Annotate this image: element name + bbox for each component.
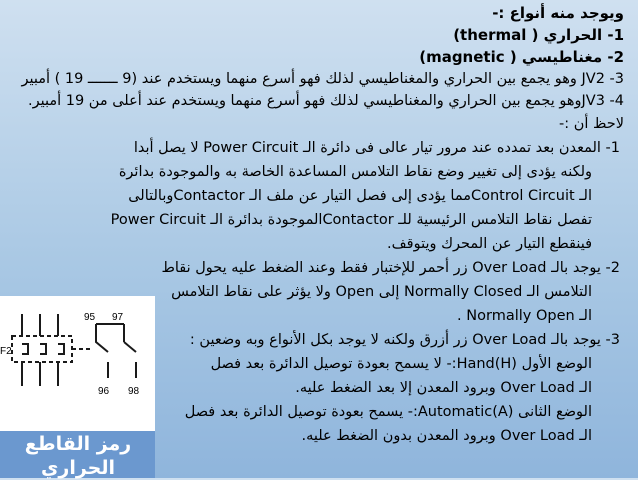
note-1-line-3: الـ Control Circuitمما يؤدى إلى فصل التيار عن ملف الـ Contactorوبالتالى xyxy=(128,188,592,204)
note-3-line-4: الوضع الثانى Automatic(A):- يسمح بعودة توصيل الدائرة بعد فصل xyxy=(184,404,592,420)
label-98: 98 xyxy=(128,386,140,397)
label-f2: F2 xyxy=(0,346,12,357)
note-2-line-1: 2- يوجد بالـ Over Load زر أحمر للإختبار فقط وعند الضغط عليه يحول نقاط xyxy=(161,260,620,276)
intro-heading: ويوجد منه أنواع :- xyxy=(492,4,624,22)
type-jv3: 4- JV3وهو يجمع بين الحراري والمغناطيسي لذلك فهو أسرع منهما ويستخدم عند أعلى من 19 أمبير. xyxy=(27,93,624,109)
note-1-line-5: فينقطع التيار عن المحرك ويتوقف. xyxy=(387,236,592,252)
note-1-line-2: ولكنه يؤدى إلى تغيير وضع نقاط التلامس المساعدة الخاصة به والموجودة بدائرة xyxy=(118,164,592,180)
figure-title: رمز القاطع الحراري xyxy=(24,433,132,479)
label-97: 97 xyxy=(112,312,124,323)
note-2-line-2: التلامس الـ Normally Closed إلى Open ولا يؤثر على نقاط التلامس xyxy=(171,284,592,300)
thermal-overload-symbol xyxy=(0,296,155,431)
note-3-line-2: الوضع الأول Hand(H):- لا يسمح بعودة توصيل الدائرة بعد فصل xyxy=(210,356,592,372)
note-3-line-5: الـ Over Load وبرود المعدن بدون الضغط عليه. xyxy=(301,428,592,444)
note-heading: لاحظ أن :- xyxy=(558,116,624,132)
type-thermal: 1- الحراري ( thermal) xyxy=(453,26,624,44)
type-magnetic: 2- مغناطيسي ( magnetic) xyxy=(419,48,624,66)
type-jv2: 3- JV2 وهو يجمع بين الحراري والمغناطيسي لذلك فهو أسرع منهما ويستخدم عند (9 ـــــــ 19 ) أمبير xyxy=(21,71,624,87)
label-96: 96 xyxy=(98,386,110,397)
note-1-line-1: 1- المعدن بعد تمدده عند مرور تيار عالى فى دائرة الـ Power Circuit لا يصل أبدا xyxy=(133,140,620,156)
note-2-line-3: الـ Normally Open . xyxy=(457,308,592,324)
note-1-line-4: تفصل نقاط التلامس الرئيسية للـ Contactorالموجودة بدائرة الـ Power Circuit xyxy=(110,212,592,228)
label-95: 95 xyxy=(84,312,96,323)
note-3-line-3: الـ Over Load وبرود المعدن إلا بعد الضغط عليه. xyxy=(295,380,592,396)
thermal-breaker-symbol-figure xyxy=(0,296,155,478)
note-3-line-1: 3- يوجد بالـ Over Load زر أزرق ولكنه لا يوجد بكل الأنواع وبه وضعين : xyxy=(189,332,620,348)
